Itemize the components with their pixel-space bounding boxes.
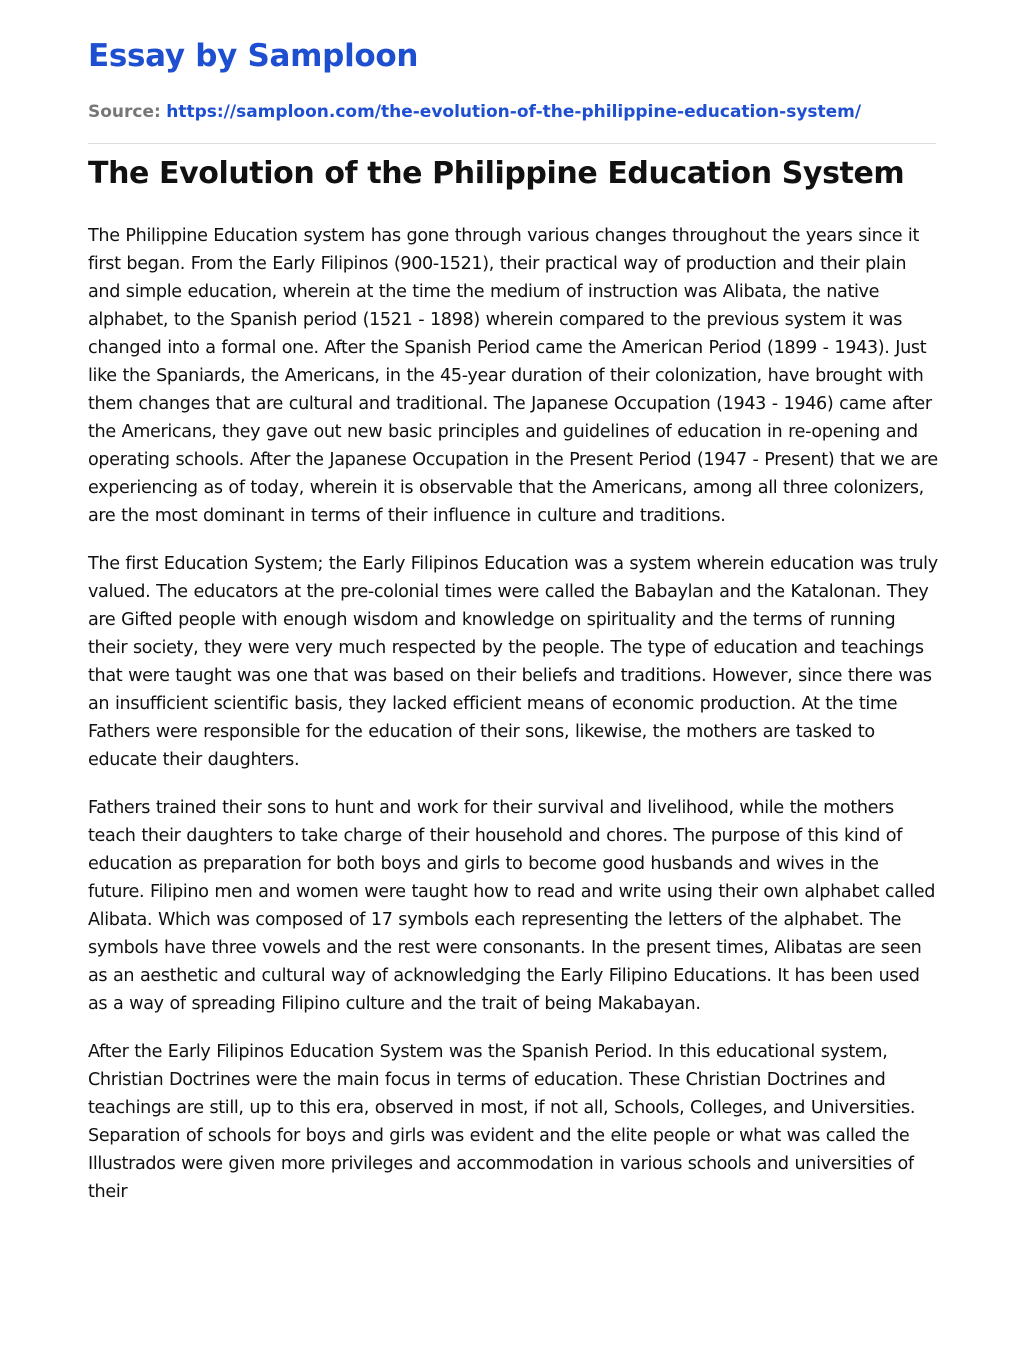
essay-paragraph: Fathers trained their sons to hunt and work for their survival and livelihood, while the mothers teach their daughters to take charge of their household and chores. The purpose of this kind of education as preparation for both boys and girls to become good husbands and wives in the future. Filipino men and women were taught how to read and write using their own alphabet called Alibata. Which was composed of 17 symbols each representing the letters of the alphabet. The symbols have three vowels and the rest were consonants. In the present times, Alibatas are seen as an aesthetic and cultural way of acknowledging the Early Filipino Educations. It has been used as a way of spreading Filipino culture and the trait of being Makabayan. [88,798,936,1014]
site-brand[interactable]: Essay by Samploon [88,38,419,74]
essay-paragraph: After the Early Filipinos Education System was the Spanish Period. In this educational system, Christian Doctrines were the main focus in terms of education. These Christian Doctrines and teachings are still, up to this era, observed in most, if not all, Schools, Colleges, and Universities. Separation of schools for boys and girls was evident and the elite people or what was called the Illustrados were given more privileges and accommodation in various schools and universities of their [88,1042,916,1202]
essay-body [88,222,940,1226]
source-link[interactable]: https://samploon.com/the-evolution-of-the-philippine-education-system/ [166,102,862,122]
essay-paragraph: The first Education System; the Early Filipinos Education was a system wherein education was truly valued. The educators at the pre-colonial times were called the Babaylan and the Katalonan. They are Gifted people with enough wisdom and knowledge on spirituality and the terms of running their society, they were very much respected by the people. The type of education and teachings that were taught was one that was based on their beliefs and traditions. However, since there was an insufficient scientific basis, they lacked efficient means of economic production. At the time Fathers were responsible for the education of their sons, likewise, the mothers are tasked to educate their daughters. [88,554,938,770]
source-line [88,102,861,122]
essay-title: The Evolution of the Philippine Education System [88,156,905,191]
header-divider [88,143,936,144]
essay-paragraph: The Philippine Education system has gone through various changes throughout the years since it first began. From the Early Filipinos (900-1521), their practical way of production and their plain and simple education, wherein at the time the medium of instruction was Alibata, the native alphabet, to the Spanish period (1521 - 1898) wherein compared to the previous system it was changed into a formal one. After the Spanish Period came the American Period (1899 - 1943). Just like the Spaniards, the Americans, in the 45-year duration of their colonization, have brought with them changes that are cultural and traditional. The Japanese Occupation (1943 - 1946) came after the Americans, they gave out new basic principles and guidelines of education in re-opening and operating schools. After the Japanese Occupation in the Present Period (1947 - Present) that we are experiencing as of today, wherein it is observable that the Americans, among all three colonizers, are the most dominant in terms of their influence in culture and traditions. [88,226,938,526]
source-label: Source: [88,102,161,122]
